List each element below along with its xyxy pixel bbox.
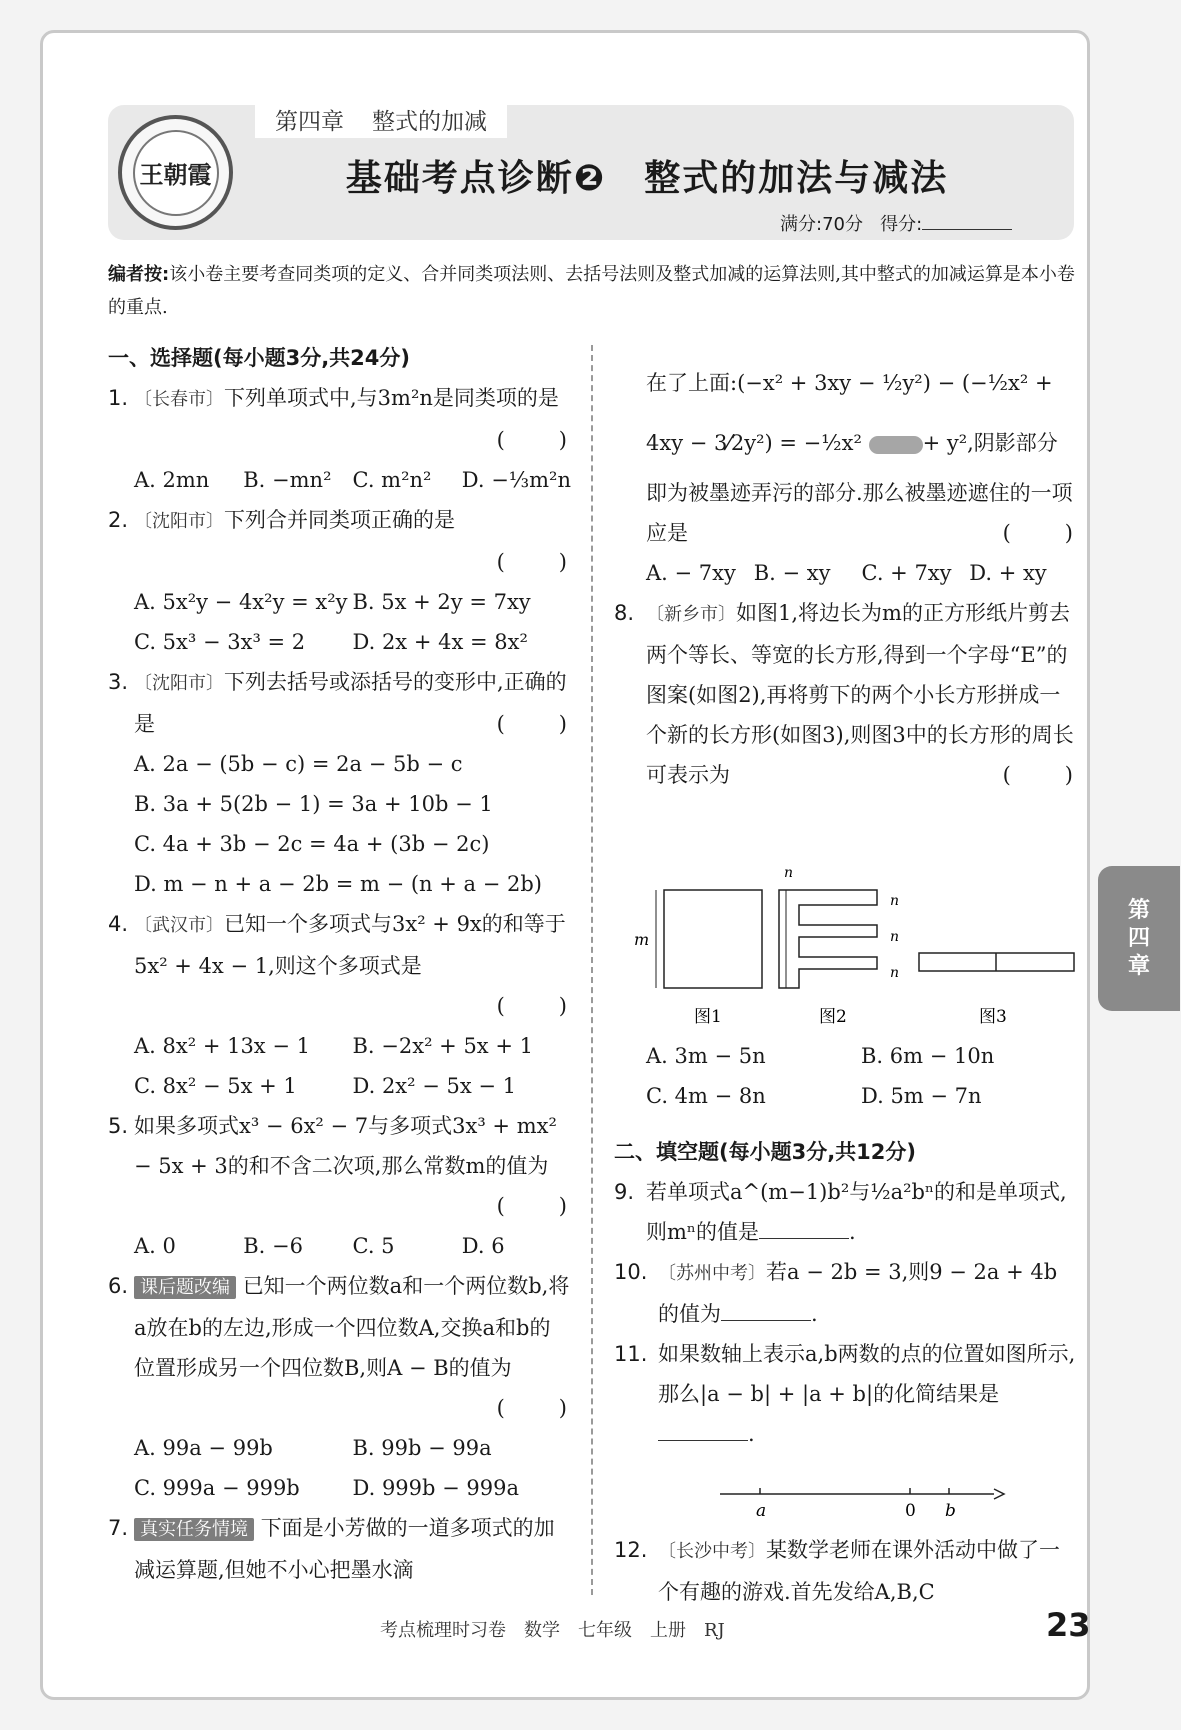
q6-options <box>108 1428 571 1508</box>
q10-end: . <box>811 1302 818 1326</box>
q3-stem: 下列去括号或添括号的变形中,正确的是 <box>134 670 567 736</box>
q6-option-c[interactable]: C. 999a − 999b <box>134 1476 300 1500</box>
q7-stem: 下面是小芳做的一道多项式的加减运算题,但她不小心把墨水滴 <box>134 1516 555 1582</box>
fig2-caption: 图2 <box>819 1007 847 1027</box>
q3-num: 3. <box>108 670 129 694</box>
q2-source: 〔沈阳市〕 <box>134 511 224 532</box>
q1-source: 〔长春市〕 <box>134 389 224 410</box>
q4-option-a[interactable]: A. 8x² + 13x − 1 <box>134 1034 310 1058</box>
question-8 <box>614 593 1077 795</box>
question-11 <box>614 1334 1077 1454</box>
q3-options <box>108 744 571 904</box>
q7-option-b[interactable]: B. − xy <box>753 561 831 585</box>
q11-blank[interactable] <box>658 1440 748 1441</box>
fig2-n-label-top: n <box>784 865 794 881</box>
q4-options <box>108 1026 571 1106</box>
fig2-n-label-2: n <box>890 929 900 945</box>
question-2 <box>108 500 571 582</box>
fig1-square <box>664 890 762 988</box>
q7-option-a[interactable]: A. − 7xy <box>646 561 736 585</box>
q7-answer-paren[interactable]: ( ) <box>1002 521 1077 545</box>
q1-option-c[interactable]: C. m²n² <box>352 468 432 492</box>
q7-expression-2a: 4xy − 3⁄2y²) = −½x² <box>646 431 862 455</box>
q3-option-a[interactable]: A. 2a − (5b − c) = 2a − 5b − c <box>134 752 463 776</box>
q3-option-d[interactable]: D. m − n + a − 2b = m − (n + a − 2b) <box>134 872 542 896</box>
page-title: 基础考点诊断❷ 整式的加法与减法 <box>345 158 949 199</box>
q11-stem: 如果数轴上表示a,b两数的点的位置如图所示,那么|a − b| + |a + b|的化简结果是 <box>658 1342 1076 1406</box>
axis-arrow <box>994 1489 1004 1499</box>
fig2-n-label-3: n <box>890 965 900 981</box>
q3-option-c[interactable]: C. 4a + 3b − 2c = 4a + (3b − 2c) <box>134 832 490 856</box>
q9-end: . <box>849 1220 856 1244</box>
q4-stem: 已知一个多项式与3x² + 9x的和等于5x² + 4x − 1,则这个多项式是 <box>134 912 566 978</box>
q2-stem: 下列合并同类项正确的是 <box>224 508 455 532</box>
q8-figure <box>614 855 1084 1030</box>
section1-title: 一、选择题(每小题3分,共24分) <box>108 346 411 370</box>
q6-option-d[interactable]: D. 999b − 999a <box>352 1476 520 1500</box>
chapter-breadcrumb <box>255 100 507 138</box>
fig2-e-shape <box>779 890 877 988</box>
q4-option-d[interactable]: D. 2x² − 5x − 1 <box>352 1074 517 1098</box>
q6-stem: 已知一个两位数a和一个两位数b,将a放在b的左边,形成一个四位数A,交换a和b的位置形成另一个四位数B,则A − B的值为 <box>134 1274 570 1380</box>
question-1 <box>108 378 571 460</box>
q7-expression-2b: + y²,阴影部分 <box>922 431 1058 455</box>
q7-option-c[interactable]: C. + 7xy <box>861 561 952 585</box>
q4-answer-paren[interactable]: ( ) <box>496 994 571 1018</box>
q4-num: 4. <box>108 912 129 936</box>
q5-num: 5. <box>108 1114 129 1138</box>
q5-stem: 如果多项式x³ − 6x² − 7与多项式3x³ + mx² − 5x + 3的和不含二次项,那么常数m的值为 <box>134 1114 557 1178</box>
section2-title: 二、填空题(每小题3分,共12分) <box>614 1140 917 1164</box>
q1-options <box>108 460 571 500</box>
q10-num: 10. <box>614 1260 648 1284</box>
score-label: 得分: <box>880 214 923 235</box>
q7-question: 即为被墨迹弄污的部分.那么被墨迹遮住的一项应是 <box>646 481 1073 545</box>
q2-answer-paren[interactable]: ( ) <box>496 550 571 574</box>
q8-option-c[interactable]: C. 4m − 8n <box>646 1084 766 1108</box>
q7-option-d[interactable]: D. + xy <box>969 561 1047 585</box>
full-score: 满分:70分 <box>780 214 863 235</box>
q6-option-b[interactable]: B. 99b − 99a <box>352 1436 492 1460</box>
q7-num: 7. <box>108 1516 129 1540</box>
q8-num: 8. <box>614 601 635 625</box>
q10-source: 〔苏州中考〕 <box>658 1263 766 1284</box>
q6-tag: 课后题改编 <box>134 1276 236 1299</box>
q6-num: 6. <box>108 1274 129 1298</box>
footer <box>380 1616 743 1642</box>
q1-num: 1. <box>108 386 129 410</box>
score-line <box>780 210 1012 236</box>
question-12 <box>614 1530 1077 1612</box>
question-6 <box>108 1266 571 1428</box>
fig1-caption: 图1 <box>694 1007 722 1027</box>
q2-option-d[interactable]: D. 2x + 4x = 8x² <box>352 630 528 654</box>
q11-end: . <box>748 1422 755 1446</box>
column-divider <box>591 345 593 1595</box>
q5-option-c[interactable]: C. 5 <box>352 1234 395 1258</box>
q4-option-b[interactable]: B. −2x² + 5x + 1 <box>352 1034 533 1058</box>
q8-answer-paren[interactable]: ( ) <box>1002 763 1077 787</box>
side-tab-char-2: 四 <box>1127 925 1150 951</box>
ink-blot <box>869 436 923 454</box>
q8-option-a[interactable]: A. 3m − 5n <box>646 1044 766 1068</box>
footer-edition: RJ <box>704 1620 725 1641</box>
q1-option-b[interactable]: B. −mn² <box>243 468 332 492</box>
q8-option-b[interactable]: B. 6m − 10n <box>861 1044 995 1068</box>
fig2-n-label-1: n <box>890 893 900 909</box>
right-column <box>614 353 1077 795</box>
footer-subject: 数学 <box>524 1620 560 1641</box>
question-9 <box>614 1172 1077 1252</box>
q9-blank[interactable] <box>759 1238 849 1239</box>
chapter-name: 第四章 <box>275 108 344 135</box>
page-number: 23 <box>1046 1606 1091 1644</box>
q9-stem: 若单项式a^(m−1)b²与½a²bⁿ的和是单项式,则mⁿ的值是 <box>646 1180 1067 1244</box>
footer-series: 考点梳理时习卷 <box>380 1620 506 1641</box>
q12-stem: 某数学老师在课外活动中做了一个有趣的游戏.首先发给A,B,C <box>658 1538 1060 1604</box>
q3-option-b[interactable]: B. 3a + 5(2b − 1) = 3a + 10b − 1 <box>134 792 493 816</box>
q3-source: 〔沈阳市〕 <box>134 673 224 694</box>
q10-stem: 若a − 2b = 3,则9 − 2a + 4b的值为 <box>658 1260 1058 1326</box>
q2-option-b[interactable]: B. 5x + 2y = 7xy <box>352 590 531 614</box>
q7-continued <box>614 353 1077 593</box>
question-7 <box>108 1508 571 1590</box>
q1-answer-paren[interactable]: ( ) <box>496 428 571 452</box>
q6-answer-paren[interactable]: ( ) <box>496 1396 571 1420</box>
q2-option-a[interactable]: A. 5x²y − 4x²y = x²y <box>134 590 348 614</box>
q7-expression-2 <box>646 413 1077 473</box>
chapter-topic: 整式的加减 <box>372 108 487 135</box>
section2 <box>614 1132 1077 1454</box>
q12-source: 〔长沙中考〕 <box>658 1541 766 1562</box>
side-tab-char-3: 章 <box>1127 953 1150 979</box>
q2-num: 2. <box>108 508 129 532</box>
fig3-caption: 图3 <box>979 1007 1007 1027</box>
editor-note <box>108 258 1076 324</box>
q5-answer-paren[interactable]: ( ) <box>496 1194 571 1218</box>
q2-options <box>108 582 571 662</box>
q7-expression-1: 在了上面:(−x² + 3xy − ½y²) − (−½x² + <box>646 371 1053 395</box>
chapter-side-tab[interactable] <box>1098 866 1180 1011</box>
q5-option-d[interactable]: D. 6 <box>461 1234 505 1258</box>
q12-num: 12. <box>614 1538 648 1562</box>
q5-options <box>108 1226 571 1266</box>
editor-note-text: 该小卷主要考查同类项的定义、合并同类项法则、去括号法则及整式加减的运算法则,其中整式的加减运算是本小卷的重点. <box>108 264 1075 318</box>
q8-source: 〔新乡市〕 <box>646 604 736 625</box>
editor-note-label: 编者按: <box>108 264 170 285</box>
logo-text: 王朝霞 <box>133 130 219 216</box>
q6-option-a[interactable]: A. 99a − 99b <box>134 1436 273 1460</box>
side-tab-char-1: 第 <box>1127 897 1150 923</box>
publisher-logo <box>118 115 233 230</box>
q8-stem: 如图1,将边长为m的正方形纸片剪去两个等长、等宽的长方形,得到一个字母“E”的图案(如图2),再将剪下的两个小长方形拼成一个新的长方形(如图3),则图3中的长方形的周长可表示为 <box>646 601 1074 787</box>
q4-option-c[interactable]: C. 8x² − 5x + 1 <box>134 1074 297 1098</box>
q8-option-d[interactable]: D. 5m − 7n <box>861 1084 982 1108</box>
q7-options <box>646 553 1077 593</box>
q2-option-c[interactable]: C. 5x³ − 3x³ = 2 <box>134 630 306 654</box>
q5-option-a[interactable]: A. 0 <box>134 1234 176 1258</box>
score-blank[interactable] <box>922 229 1012 230</box>
q1-stem: 下列单项式中,与3m²n是同类项的是 <box>224 386 559 410</box>
q7-tag: 真实任务情境 <box>134 1518 254 1541</box>
q10-blank[interactable] <box>721 1320 811 1321</box>
footer-grade: 七年级 <box>578 1620 632 1641</box>
q1-option-d[interactable]: D. −⅓m²n <box>461 468 571 492</box>
question-4 <box>108 904 571 1026</box>
label-b: b <box>945 1501 956 1521</box>
label-0: 0 <box>905 1501 916 1521</box>
q9-num: 9. <box>614 1180 635 1204</box>
question-5 <box>108 1106 571 1226</box>
fig1-m-label: m <box>634 930 650 949</box>
question-10 <box>614 1252 1077 1334</box>
q11-number-line <box>712 1474 1012 1524</box>
q5-option-b[interactable]: B. −6 <box>243 1234 303 1258</box>
question-3 <box>108 662 571 744</box>
q1-option-a[interactable]: A. 2mn <box>134 468 210 492</box>
q3-answer-paren[interactable]: ( ) <box>496 712 571 736</box>
label-a: a <box>756 1501 767 1521</box>
left-column <box>108 338 571 1590</box>
q4-source: 〔武汉市〕 <box>134 915 224 936</box>
footer-volume: 上册 <box>650 1620 686 1641</box>
q8-options <box>646 1036 1076 1116</box>
q11-num: 11. <box>614 1342 648 1366</box>
